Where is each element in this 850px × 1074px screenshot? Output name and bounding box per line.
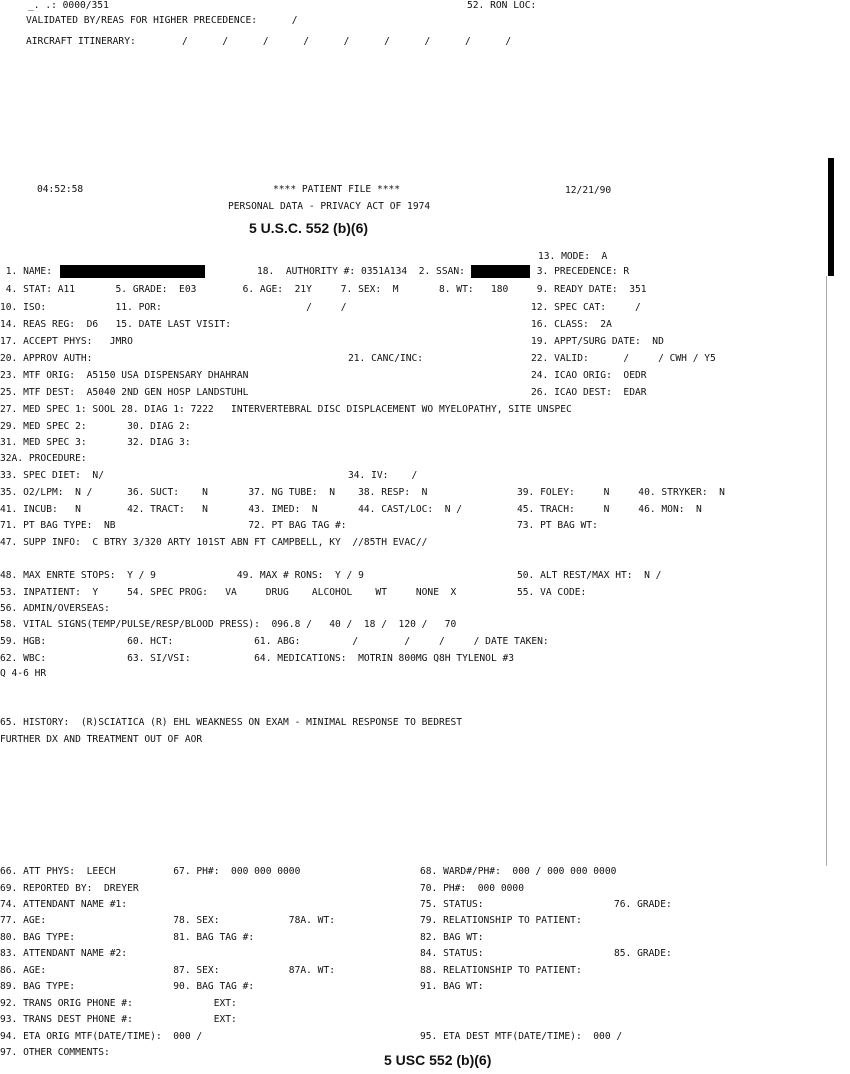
exemption-stamp-top: 5 U.S.C. 552 (b)(6) — [249, 220, 369, 236]
page-title: **** PATIENT FILE **** — [273, 184, 401, 195]
field-inpatient: 53. INPATIENT: Y 54. SPEC PROG: VA DRUG ALCOHOL WT NONE X — [0, 587, 457, 598]
field-eta-orig: 94. ETA ORIG MTF(DATE/TIME): 000 / — [0, 1031, 203, 1042]
redaction-ssan — [471, 265, 530, 278]
field-precedence: 3. PRECEDENCE: R — [531, 266, 630, 277]
exemption-stamp-bottom: 5 USC 552 (b)(6) — [384, 1052, 492, 1068]
field-procedure: 32A. PROCEDURE: — [0, 453, 87, 464]
print-date: 12/21/90 — [565, 185, 612, 196]
field-admin-overseas: 56. ADMIN/OVERSEAS: — [0, 603, 110, 614]
field-mtf-orig: 23. MTF ORIG: A5150 USA DISPENSARY DHAHRAN — [0, 370, 249, 381]
field-attendant-2-bag: 89. BAG TYPE: 90. BAG TAG #: — [0, 981, 255, 992]
field-att-phys: 66. ATT PHYS: LEECH 67. PH#: 000 000 0000 — [0, 866, 301, 877]
field-mode: 13. MODE: A — [538, 251, 608, 262]
field-trans-orig-phone: 92. TRANS ORIG PHONE #: EXT: — [0, 998, 237, 1009]
field-line-4: 4. STAT: A11 5. GRADE: E03 6. AGE: 21Y 7. SEX: M 8. WT: 180 — [0, 284, 509, 295]
field-trach-mon: 45. TRACH: N 46. MON: N — [517, 504, 702, 515]
field-va-code: 55. VA CODE: — [517, 587, 587, 598]
field-line-14: 14. REAS REG: D6 15. DATE LAST VISIT: — [0, 319, 232, 330]
field-max-enrte-stops: 48. MAX ENRTE STOPS: Y / 9 49. MAX # RONS: Y / 9 — [0, 570, 364, 581]
field-attendant-2-status: 84. STATUS: — [420, 948, 484, 959]
field-attendant-2: 83. ATTENDANT NAME #2: — [0, 948, 128, 959]
field-mtf-dest: 25. MTF DEST: A5040 2ND GEN HOSP LANDSTUHL — [0, 387, 249, 398]
itinerary-line: AIRCRAFT ITINERARY: / / / / / / / / / — [26, 36, 512, 47]
field-alt-rest: 50. ALT REST/MAX HT: N / — [517, 570, 662, 581]
field-appt-surg-date: 19. APPT/SURG DATE: ND — [531, 336, 664, 347]
field-name-label: 1. NAME: — [0, 266, 52, 277]
field-medications: 62. WBC: 63. SI/VSI: 64. MEDICATIONS: MOTRIN 800MG Q8H TYLENOL #3 — [0, 653, 515, 664]
field-spec-diet: 33. SPEC DIET: N/ — [0, 470, 104, 481]
field-supp-info: 47. SUPP INFO: C BTRY 3/320 ARTY 101ST ABN FT CAMPBELL, KY //85TH EVAC// — [0, 537, 428, 548]
field-reporter-phone: 70. PH#: 000 0000 — [420, 883, 524, 894]
field-ward-phone: 68. WARD#/PH#: 000 / 000 000 0000 — [420, 866, 617, 877]
field-approv-auth: 20. APPROV AUTH: — [0, 353, 93, 364]
scan-edge-bar — [828, 158, 834, 276]
field-eta-dest: 95. ETA DEST MTF(DATE/TIME): 000 / — [420, 1031, 623, 1042]
field-spec-cat: 12. SPEC CAT: / — [531, 302, 641, 313]
field-canc-inc: 21. CANC/INC: — [348, 353, 424, 364]
field-authority-ssan: 18. AUTHORITY #: 0351A134 2. SSAN: — [257, 266, 465, 277]
field-foley-stryker: 39. FOLEY: N 40. STRYKER: N — [517, 487, 725, 498]
field-line-10: 10. ISO: 11. POR: / / — [0, 302, 347, 313]
field-med-spec-1: 27. MED SPEC 1: SOOL 28. DIAG 1: 7222 INTERVERTEBRAL DISC DISPLACEMENT WO MYELOPATHY, SITE UNSPEC — [0, 404, 572, 415]
field-reported-by: 69. REPORTED BY: DREYER — [0, 883, 139, 894]
field-attendant-1-relationship: 79. RELATIONSHIP TO PATIENT: — [420, 915, 582, 926]
field-icao-orig: 24. ICAO ORIG: OEDR — [531, 370, 647, 381]
field-valid: 22. VALID: / / CWH / Y5 — [531, 353, 716, 364]
field-icao-dest: 26. ICAO DEST: EDAR — [531, 387, 647, 398]
field-attendant-2-relationship: 88. RELATIONSHIP TO PATIENT: — [420, 965, 582, 976]
field-attendant-2-age: 86. AGE: 87. SEX: 87A. WT: — [0, 965, 336, 976]
field-med-spec-3: 31. MED SPEC 3: 32. DIAG 3: — [0, 437, 191, 448]
field-history-cont: FURTHER DX AND TREATMENT OUT OF AOR — [0, 734, 203, 745]
field-labs: 59. HGB: 60. HCT: 61. ABG: / / / / DATE TAKEN: — [0, 636, 549, 647]
field-attendant-1-status: 75. STATUS: — [420, 899, 484, 910]
privacy-subtitle: PERSONAL DATA - PRIVACY ACT OF 1974 — [228, 201, 431, 212]
field-med-spec-2: 29. MED SPEC 2: 30. DIAG 2: — [0, 421, 191, 432]
print-time: 04:52:58 — [37, 184, 84, 195]
field-other-comments: 97. OTHER COMMENTS: — [0, 1047, 110, 1058]
field-vital-signs: 58. VITAL SIGNS(TEMP/PULSE/RESP/BLOOD PRESS): 096.8 / 40 / 18 / 120 / 70 — [0, 619, 457, 630]
field-pt-bag-wt: 73. PT BAG WT: — [517, 520, 598, 531]
field-iv: 34. IV: / — [348, 470, 418, 481]
field-attendant-1-bag: 80. BAG TYPE: 81. BAG TAG #: — [0, 932, 255, 943]
field-line-41: 41. INCUB: N 42. TRACT: N 43. IMED: N 44. CAST/LOC: N / — [0, 504, 463, 515]
field-medications-cont: Q 4-6 HR — [0, 668, 47, 679]
field-attendant-1-bag-wt: 82. BAG WT: — [420, 932, 484, 943]
scan-edge-line — [826, 276, 827, 866]
field-line-35: 35. O2/LPM: N / 36. SUCT: N 37. NG TUBE: N 38. RESP: N — [0, 487, 428, 498]
redaction-name — [60, 265, 205, 278]
field-attendant-2-bag-wt: 91. BAG WT: — [420, 981, 484, 992]
field-accept-phys: 17. ACCEPT PHYS: JMRO — [0, 336, 133, 347]
field-attendant-1-age: 77. AGE: 78. SEX: 78A. WT: — [0, 915, 336, 926]
validated-line: VALIDATED BY/REAS FOR HIGHER PRECEDENCE: / — [26, 15, 298, 26]
field-attendant-1: 74. ATTENDANT NAME #1: — [0, 899, 128, 910]
field-pt-bag: 71. PT BAG TYPE: NB 72. PT BAG TAG #: — [0, 520, 347, 531]
field-attendant-1-grade: 76. GRADE: — [614, 899, 672, 910]
field-history: 65. HISTORY: (R)SCIATICA (R) EHL WEAKNESS ON EXAM - MINIMAL RESPONSE TO BEDREST — [0, 717, 463, 728]
field-trans-dest-phone: 93. TRANS DEST PHONE #: EXT: — [0, 1014, 237, 1025]
field-attendant-2-grade: 85. GRADE: — [614, 948, 672, 959]
field-ready-date: 9. READY DATE: 351 — [531, 284, 647, 295]
top-stub-left: _. .: 0000/351 — [28, 0, 109, 11]
field-class: 16. CLASS: 2A — [531, 319, 612, 330]
top-stub-right: 52. RON LOC: — [467, 0, 537, 11]
